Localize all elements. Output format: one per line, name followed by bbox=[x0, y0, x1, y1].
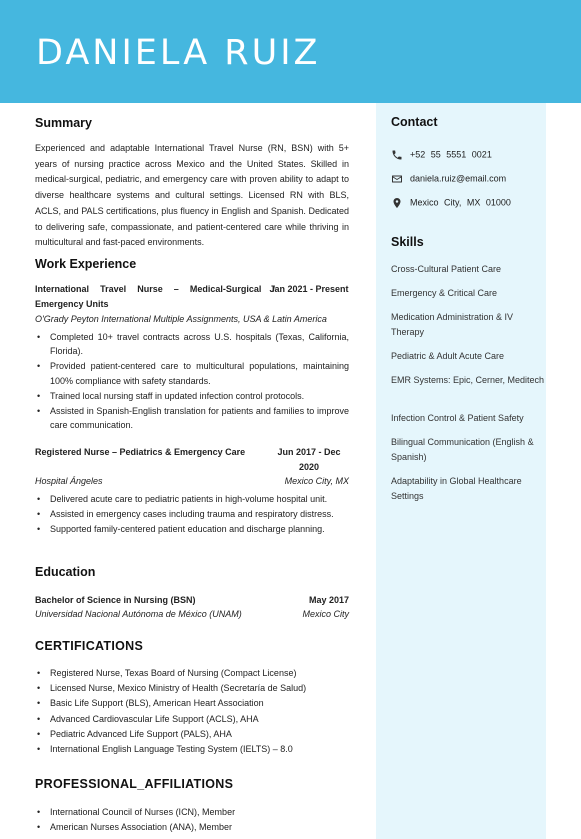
list-item: • Completed 10+ travel contracts across U.S. hospitals (Texas, California, Florida). bbox=[35, 330, 349, 358]
list-item: • Assisted in Spanish-English translation for patients and families to improve care communication. bbox=[35, 404, 349, 432]
right-margin bbox=[546, 103, 581, 839]
skill-item: Cross-Cultural Patient Care bbox=[391, 264, 502, 274]
list-item: • Pediatric Advanced Life Support (PALS), AHA bbox=[35, 727, 349, 741]
list-item: • American Nurses Association (ANA), Member bbox=[35, 820, 349, 834]
degree-row bbox=[35, 593, 349, 607]
summary-heading: Summary bbox=[35, 116, 92, 130]
sidebar-panel bbox=[376, 103, 546, 839]
certifications-heading: CERTIFICATIONS bbox=[35, 639, 144, 653]
list-item: • Delivered acute care to pediatric patients in high-volume hospital unit. bbox=[35, 492, 349, 506]
list-item: • Assisted in emergency cases including trauma and respiratory distress. bbox=[35, 507, 349, 521]
contact-heading: Contact bbox=[391, 115, 438, 129]
skill-item: Medication Administration & IV Therapy bbox=[391, 312, 514, 337]
experience-heading: Work Experience bbox=[35, 257, 137, 271]
list-item: • International English Language Testing System (IELTS) – 8.0 bbox=[35, 742, 349, 756]
job-employer: Hospital Ángeles bbox=[35, 476, 103, 486]
phone-icon bbox=[391, 149, 403, 161]
education-heading: Education bbox=[35, 565, 96, 579]
school-location: Mexico City bbox=[302, 609, 349, 619]
job-employer: O'Grady Peyton International Multiple Assignments, USA & Latin America bbox=[35, 314, 327, 324]
school-row bbox=[35, 607, 349, 621]
skill-item: Adaptability in Global Healthcare Settings bbox=[391, 476, 522, 501]
job-employer-row bbox=[35, 474, 349, 488]
list-item: • Advanced Cardiovascular Life Support (ACLS), AHA bbox=[35, 712, 349, 726]
map-pin-icon bbox=[391, 197, 403, 209]
job-dates: Jan 2021 - Present bbox=[269, 284, 349, 294]
summary-text: Experienced and adaptable International Travel Nurse (RN, BSN) with 5+ years of nursing practice across Mexico and the United States. Skilled in medical-surgical, pediatric, and emergency care with proven ability to adapt to diverse healthcare systems and cultural settings. Licensed RN with BLS, ACLS, and PALS certifications, plus fluency in English and Spanish. Dedicated to delivering safe, compassionate, and patient-centered care while thriving in multicultural and fast-paced environments. bbox=[35, 143, 349, 248]
contact-phone bbox=[391, 148, 492, 161]
job-location: Mexico City, MX bbox=[284, 476, 349, 486]
job-title-row bbox=[35, 282, 349, 312]
affiliations-heading: PROFESSIONAL_AFFILIATIONS bbox=[35, 777, 234, 791]
job-bullets bbox=[35, 330, 349, 433]
phone-number: +52 55 5551 0021 bbox=[410, 149, 492, 160]
certifications-list bbox=[35, 666, 349, 757]
list-item: • Supported family-centered patient education and discharge planning. bbox=[35, 522, 349, 536]
list-item: • Trained local nursing staff in updated infection control protocols. bbox=[35, 389, 349, 403]
list-item: • Registered Nurse, Texas Board of Nursing (Compact License) bbox=[35, 666, 349, 680]
envelope-icon bbox=[391, 173, 403, 185]
list-item: • Provided patient-centered care to multicultural populations, maintaining 100% compliance with safety standards. bbox=[35, 359, 349, 387]
list-item: • Licensed Nurse, Mexico Ministry of Health (Secretaría de Salud) bbox=[35, 681, 349, 695]
email-address[interactable]: daniela.ruiz@email.com bbox=[410, 173, 507, 184]
address: Mexico City, MX 01000 bbox=[410, 197, 511, 208]
graduation-date: May 2017 bbox=[308, 595, 349, 605]
list-item: • Basic Life Support (BLS), American Heart Association bbox=[35, 696, 349, 710]
skill-item: EMR Systems: Epic, Cerner, Meditech bbox=[391, 375, 545, 385]
job-title-row bbox=[35, 445, 349, 475]
job-dates: Jun 2017 - Dec 2020 bbox=[277, 447, 341, 472]
affiliations-list bbox=[35, 805, 349, 835]
degree: Bachelor of Science in Nursing (BSN) bbox=[35, 595, 196, 605]
skill-item: Infection Control & Patient Safety bbox=[391, 413, 524, 423]
candidate-name: DANIELA RUIZ bbox=[36, 33, 321, 73]
job-title: International Travel Nurse – Medical-Surgical / Emergency Units bbox=[35, 284, 275, 309]
job-title: Registered Nurse – Pediatrics & Emergency Care bbox=[35, 447, 246, 457]
skill-item: Bilingual Communication (English & Spanish) bbox=[391, 437, 534, 462]
skill-item: Pediatric & Adult Acute Care bbox=[391, 351, 505, 361]
contact-location bbox=[391, 196, 511, 209]
school: Universidad Nacional Autónoma de México (UNAM) bbox=[35, 609, 242, 619]
list-item: • International Council of Nurses (ICN), Member bbox=[35, 805, 349, 819]
contact-email bbox=[391, 172, 506, 185]
skill-item: Emergency & Critical Care bbox=[391, 288, 498, 298]
header-banner bbox=[0, 0, 581, 103]
skills-heading: Skills bbox=[391, 235, 424, 249]
job-bullets bbox=[35, 492, 349, 538]
job-employer-row bbox=[35, 312, 349, 326]
